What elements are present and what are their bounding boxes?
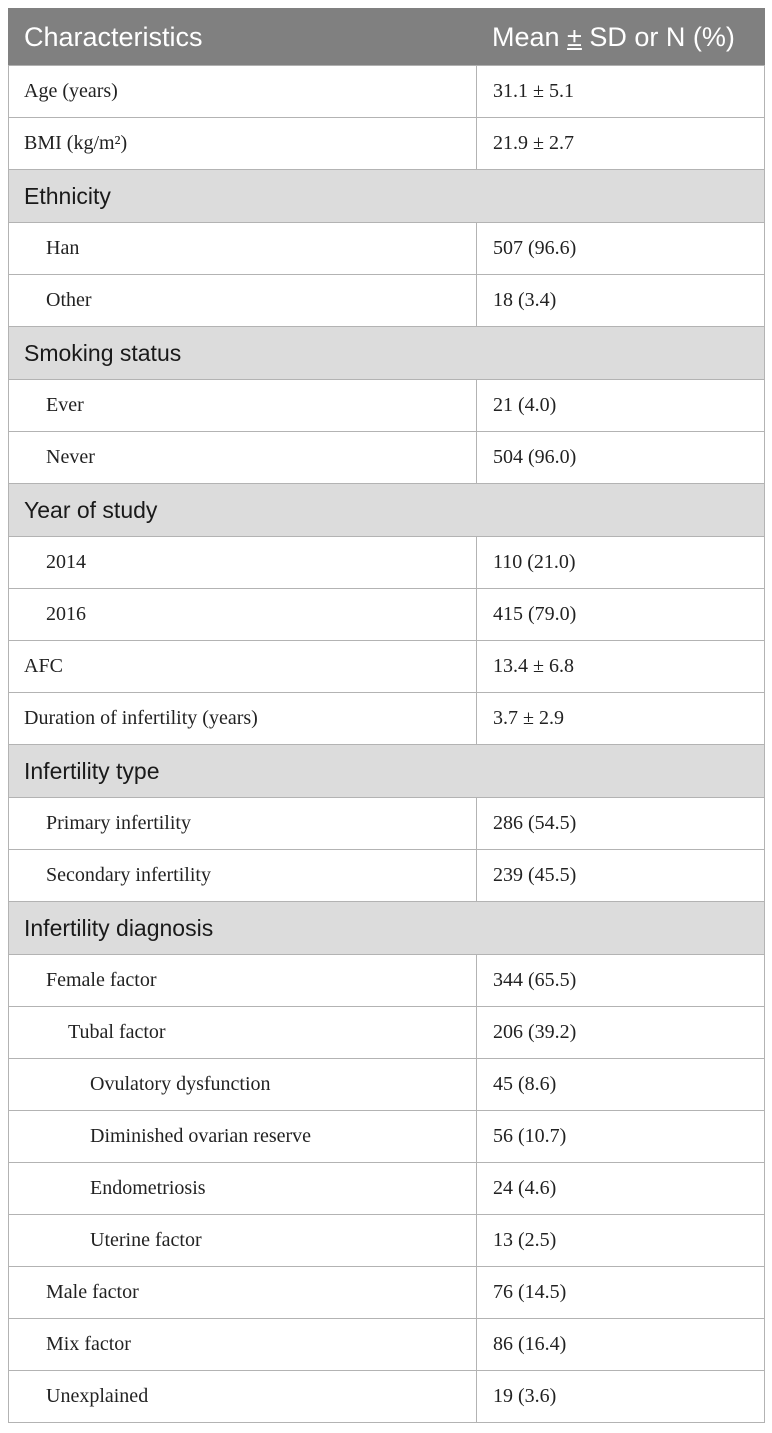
row-value: 286 (54.5) <box>477 798 765 850</box>
table-row <box>9 537 765 589</box>
row-value: 21 (4.0) <box>477 380 765 432</box>
row-value: 86 (16.4) <box>477 1319 765 1371</box>
row-value: 18 (3.4) <box>477 275 765 327</box>
row-label: Never <box>9 432 477 484</box>
table-row <box>9 798 765 850</box>
column-header-suffix: SD or N (%) <box>581 21 735 52</box>
row-label: 2014 <box>9 537 477 589</box>
row-label: Diminished ovarian reserve <box>9 1111 477 1163</box>
row-value: 31.1 ± 5.1 <box>477 66 765 118</box>
table-row <box>9 223 765 275</box>
row-label: Unexplained <box>9 1371 477 1423</box>
table-row <box>9 955 765 1007</box>
section-row-infertility-diagnosis <box>9 902 765 955</box>
row-label: Ovulatory dysfunction <box>9 1059 477 1111</box>
table-row <box>9 1059 765 1111</box>
row-label: Age (years) <box>9 66 477 118</box>
table-row <box>9 1319 765 1371</box>
table-row <box>9 380 765 432</box>
table-row <box>9 850 765 902</box>
column-header-mean-sd-n <box>477 9 765 66</box>
row-label: Other <box>9 275 477 327</box>
section-row-infertility-type <box>9 745 765 798</box>
row-label: 2016 <box>9 589 477 641</box>
row-value: 76 (14.5) <box>477 1267 765 1319</box>
row-label: Endometriosis <box>9 1163 477 1215</box>
section-row-year-of-study <box>9 484 765 537</box>
table-row <box>9 693 765 745</box>
table-row <box>9 66 765 118</box>
characteristics-table <box>8 8 765 1423</box>
table-row <box>9 1111 765 1163</box>
row-value: 19 (3.6) <box>477 1371 765 1423</box>
row-value: 110 (21.0) <box>477 537 765 589</box>
table-header-row <box>9 9 765 66</box>
row-label: Duration of infertility (years) <box>9 693 477 745</box>
row-value: 24 (4.6) <box>477 1163 765 1215</box>
row-label: Uterine factor <box>9 1215 477 1267</box>
row-label: Tubal factor <box>9 1007 477 1059</box>
row-label: Primary infertility <box>9 798 477 850</box>
table-row <box>9 589 765 641</box>
table-row <box>9 1267 765 1319</box>
section-heading: Year of study <box>9 484 765 537</box>
row-value: 415 (79.0) <box>477 589 765 641</box>
column-header-prefix: Mean <box>492 21 568 52</box>
row-label: Ever <box>9 380 477 432</box>
row-value: 3.7 ± 2.9 <box>477 693 765 745</box>
row-value: 507 (96.6) <box>477 223 765 275</box>
table-row <box>9 1163 765 1215</box>
row-label: BMI (kg/m²) <box>9 118 477 170</box>
row-value: 504 (96.0) <box>477 432 765 484</box>
section-heading: Infertility diagnosis <box>9 902 765 955</box>
section-heading: Infertility type <box>9 745 765 798</box>
table-row <box>9 1215 765 1267</box>
row-label: Female factor <box>9 955 477 1007</box>
row-value: 21.9 ± 2.7 <box>477 118 765 170</box>
row-label: Male factor <box>9 1267 477 1319</box>
row-label: AFC <box>9 641 477 693</box>
row-label: Han <box>9 223 477 275</box>
section-row-smoking-status <box>9 327 765 380</box>
row-label: Mix factor <box>9 1319 477 1371</box>
row-value: 13.4 ± 6.8 <box>477 641 765 693</box>
row-value: 239 (45.5) <box>477 850 765 902</box>
row-label: Secondary infertility <box>9 850 477 902</box>
section-heading: Smoking status <box>9 327 765 380</box>
table-row <box>9 432 765 484</box>
row-value: 13 (2.5) <box>477 1215 765 1267</box>
table-row <box>9 1007 765 1059</box>
row-value: 344 (65.5) <box>477 955 765 1007</box>
column-header-characteristics: Characteristics <box>9 9 477 66</box>
section-heading: Ethnicity <box>9 170 765 223</box>
table-row <box>9 1371 765 1423</box>
table-row <box>9 118 765 170</box>
row-value: 56 (10.7) <box>477 1111 765 1163</box>
row-value: 206 (39.2) <box>477 1007 765 1059</box>
row-value: 45 (8.6) <box>477 1059 765 1111</box>
table-row <box>9 275 765 327</box>
plus-minus-symbol: ± <box>567 21 582 52</box>
table-row <box>9 641 765 693</box>
section-row-ethnicity <box>9 170 765 223</box>
